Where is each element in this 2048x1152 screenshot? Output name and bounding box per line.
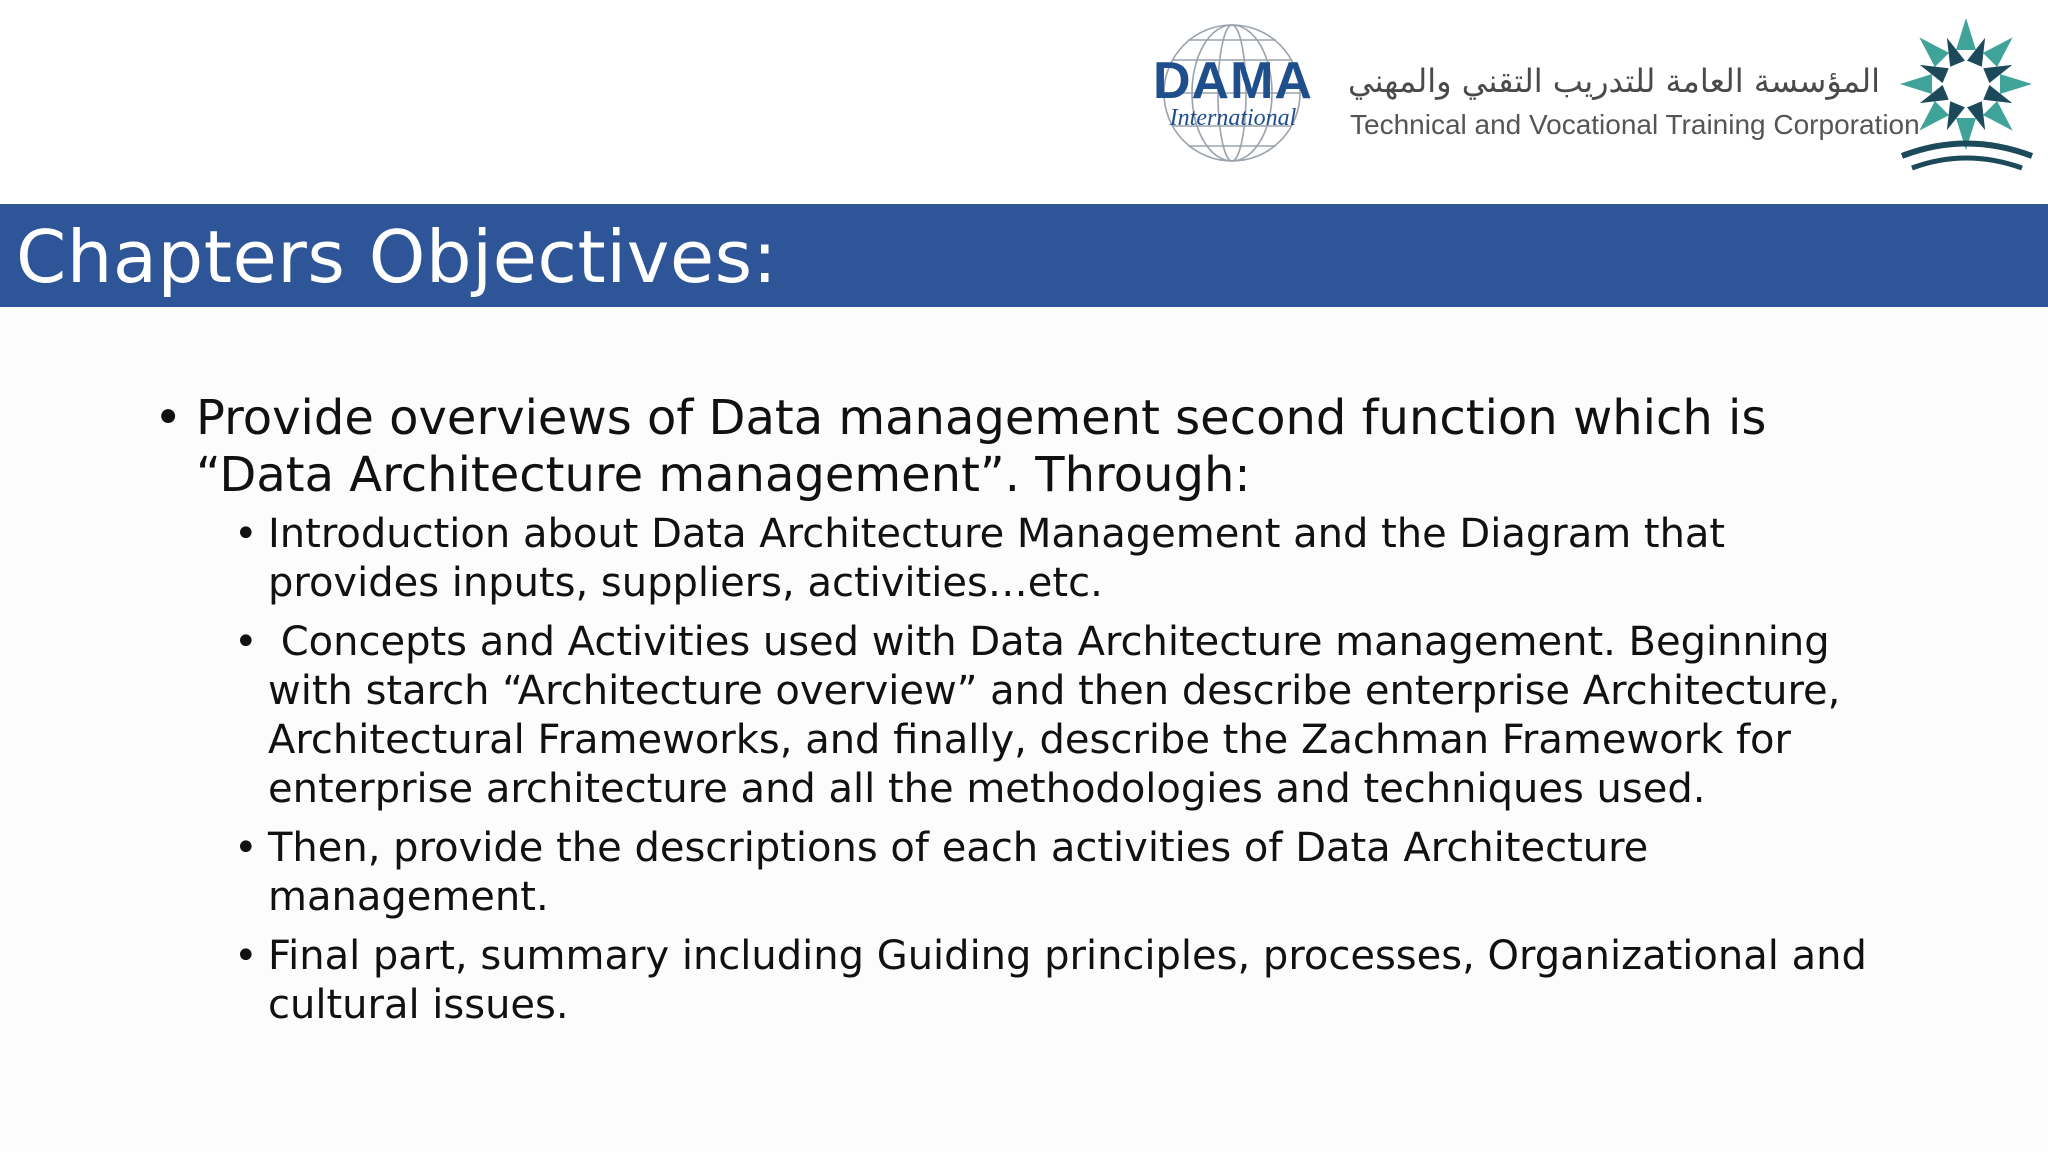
dama-logo-subtext: International [1169,105,1297,131]
sub-bullet-text: Introduction about Data Architecture Management and the Diagram that provides inputs, suppliers, activities…etc. [268,511,1726,606]
sub-bullet [226,510,1890,608]
tvtc-name-block [1347,60,1920,144]
title-band [0,204,2048,307]
sub-bullet-list [150,510,1890,1030]
dama-logo-text: DAMA [1153,52,1313,110]
tvtc-emblem-icon [1892,6,2042,182]
bullet-dot-icon: • [234,825,258,871]
sub-bullet-text: Final part, summary including Guiding principles, processes, Organizational and cultural issues. [268,933,1867,1028]
bullet-dot-icon: • [234,933,258,979]
objectives-content [150,390,1890,1040]
sub-bullet [226,618,1890,814]
main-bullet-text: Provide overviews of Data management second function which is “Data Architecture management”. Through: [196,390,1767,503]
sub-bullet [226,932,1890,1030]
slide-title: Chapters Objectives: [16,215,778,299]
sub-bullet [226,824,1890,922]
bullet-dot-icon: • [234,619,258,665]
dama-international-logo [1136,20,1336,166]
tvtc-arabic-name: المؤسسة العامة للتدريب التقني والمهني [1347,62,1880,100]
tvtc-english-name: Technical and Vocational Training Corporation [1350,109,1920,140]
bullet-dot-icon: • [234,511,258,557]
sub-bullet-text: Then, provide the descriptions of each activities of Data Architecture management. [268,825,1649,920]
main-bullet [150,390,1890,504]
logo-bar [0,0,2048,204]
bullet-dot-icon: • [154,390,183,446]
sub-bullet-text: Concepts and Activities used with Data Architecture management. Beginning with starch “Architecture overview” and then describe enterprise Architecture, Architectural Frameworks, and finally, describe the Zachman Framework for enterprise architecture and all the methodologies and techniques used. [268,619,1854,812]
